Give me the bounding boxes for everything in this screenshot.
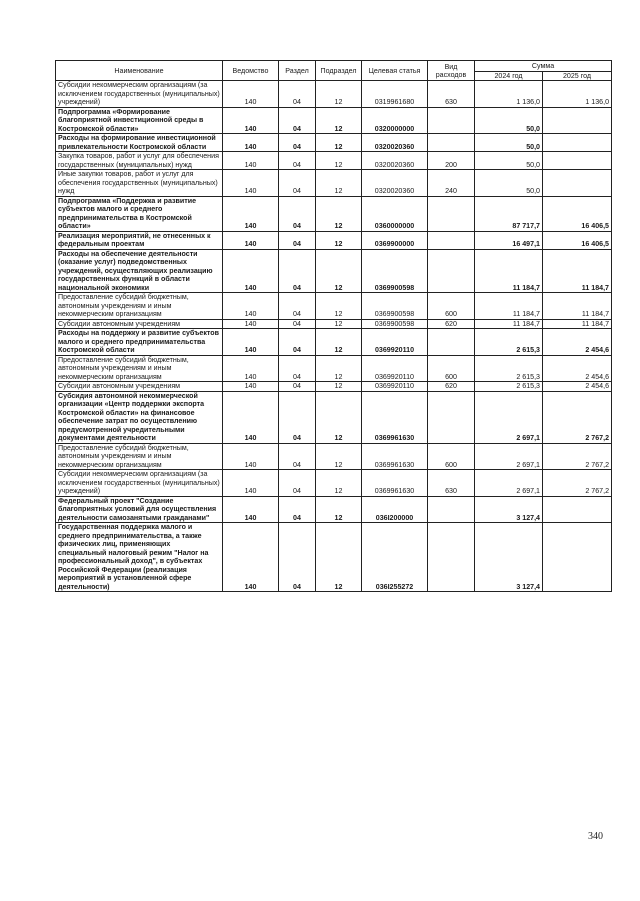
cell-sum-2025 bbox=[543, 134, 612, 152]
cell-podrazdel: 12 bbox=[316, 231, 362, 249]
table-row bbox=[56, 152, 612, 170]
header-razdel: Раздел bbox=[279, 61, 316, 81]
table-row bbox=[56, 523, 612, 592]
cell-sum-2024: 2 697,1 bbox=[475, 470, 543, 497]
cell-target-article: 036I255272 bbox=[362, 523, 428, 592]
cell-expense-type: 240 bbox=[428, 170, 475, 197]
cell-expense-type: 200 bbox=[428, 152, 475, 170]
cell-name: Субсидии некоммерческим организациям (за исключением государственных (муниципальных) учреждений) bbox=[56, 470, 223, 497]
cell-name: Реализация мероприятий, не отнесенных к федеральным проектам bbox=[56, 231, 223, 249]
cell-target-article: 0360000000 bbox=[362, 196, 428, 231]
cell-expense-type bbox=[428, 391, 475, 443]
cell-razdel: 04 bbox=[279, 391, 316, 443]
table-row bbox=[56, 470, 612, 497]
cell-sum-2025 bbox=[543, 496, 612, 523]
cell-target-article: 0320000000 bbox=[362, 107, 428, 134]
table-row bbox=[56, 355, 612, 382]
cell-target-article: 0369920110 bbox=[362, 382, 428, 392]
cell-razdel: 04 bbox=[279, 170, 316, 197]
table-row bbox=[56, 81, 612, 108]
cell-name: Подпрограмма «Поддержка и развитие субъектов малого и среднего предпринимательства в Костромской области» bbox=[56, 196, 223, 231]
cell-sum-2024: 87 717,7 bbox=[475, 196, 543, 231]
cell-vedomstvo: 140 bbox=[223, 470, 279, 497]
table-row bbox=[56, 170, 612, 197]
cell-sum-2025 bbox=[543, 152, 612, 170]
table-row bbox=[56, 443, 612, 470]
cell-vedomstvo: 140 bbox=[223, 134, 279, 152]
cell-sum-2024: 3 127,4 bbox=[475, 523, 543, 592]
cell-vedomstvo: 140 bbox=[223, 293, 279, 320]
cell-expense-type: 600 bbox=[428, 293, 475, 320]
cell-sum-2024: 50,0 bbox=[475, 107, 543, 134]
cell-name: Иные закупки товаров, работ и услуг для обеспечения государственных (муниципальных) нужд bbox=[56, 170, 223, 197]
cell-vedomstvo: 140 bbox=[223, 523, 279, 592]
cell-name: Закупка товаров, работ и услуг для обеспечения государственных (муниципальных) нужд bbox=[56, 152, 223, 170]
cell-target-article: 0320020360 bbox=[362, 152, 428, 170]
cell-podrazdel: 12 bbox=[316, 249, 362, 293]
cell-vedomstvo: 140 bbox=[223, 81, 279, 108]
table-row bbox=[56, 134, 612, 152]
table-row bbox=[56, 382, 612, 392]
cell-vedomstvo: 140 bbox=[223, 391, 279, 443]
cell-sum-2024: 2 615,3 bbox=[475, 355, 543, 382]
cell-vedomstvo: 140 bbox=[223, 196, 279, 231]
cell-podrazdel: 12 bbox=[316, 107, 362, 134]
cell-razdel: 04 bbox=[279, 293, 316, 320]
cell-razdel: 04 bbox=[279, 249, 316, 293]
cell-vedomstvo: 140 bbox=[223, 107, 279, 134]
table-header-row bbox=[56, 61, 612, 72]
cell-target-article: 0319961680 bbox=[362, 81, 428, 108]
cell-name: Субсидии автономным учреждениям bbox=[56, 319, 223, 329]
cell-sum-2024: 50,0 bbox=[475, 134, 543, 152]
cell-name: Федеральный проект "Создание благоприятных условий для осуществления деятельности самозанятыми гражданами" bbox=[56, 496, 223, 523]
cell-expense-type bbox=[428, 196, 475, 231]
cell-target-article: 0369900598 bbox=[362, 249, 428, 293]
cell-podrazdel: 12 bbox=[316, 170, 362, 197]
cell-sum-2025: 11 184,7 bbox=[543, 249, 612, 293]
cell-name: Расходы на обеспечение деятельности (оказание услуг) подведомственных учреждений, осуществляющих реализацию государственных функций в области национальной экономики bbox=[56, 249, 223, 293]
cell-sum-2024: 11 184,7 bbox=[475, 293, 543, 320]
cell-podrazdel: 12 bbox=[316, 196, 362, 231]
cell-razdel: 04 bbox=[279, 152, 316, 170]
cell-expense-type bbox=[428, 523, 475, 592]
cell-podrazdel: 12 bbox=[316, 391, 362, 443]
cell-sum-2024: 3 127,4 bbox=[475, 496, 543, 523]
cell-podrazdel: 12 bbox=[316, 496, 362, 523]
cell-podrazdel: 12 bbox=[316, 134, 362, 152]
table-row bbox=[56, 293, 612, 320]
cell-sum-2025: 16 406,5 bbox=[543, 196, 612, 231]
header-year-2025: 2025 год bbox=[543, 72, 612, 81]
cell-target-article: 0369900598 bbox=[362, 293, 428, 320]
cell-vedomstvo: 140 bbox=[223, 496, 279, 523]
header-vedomstvo: Ведомство bbox=[223, 61, 279, 81]
cell-name: Предоставление субсидий бюджетным, автономным учреждениям и иным некоммерческим организациям bbox=[56, 443, 223, 470]
header-sum: Сумма bbox=[475, 61, 612, 72]
header-name: Наименование bbox=[56, 61, 223, 81]
table-row bbox=[56, 319, 612, 329]
cell-podrazdel: 12 bbox=[316, 81, 362, 108]
cell-name: Предоставление субсидий бюджетным, автономным учреждениям и иным некоммерческим организациям bbox=[56, 355, 223, 382]
cell-sum-2024: 2 615,3 bbox=[475, 329, 543, 356]
cell-sum-2025: 2 767,2 bbox=[543, 443, 612, 470]
cell-expense-type bbox=[428, 496, 475, 523]
cell-razdel: 04 bbox=[279, 231, 316, 249]
cell-sum-2024: 16 497,1 bbox=[475, 231, 543, 249]
table-row bbox=[56, 231, 612, 249]
cell-sum-2025: 2 454,6 bbox=[543, 355, 612, 382]
cell-sum-2024: 11 184,7 bbox=[475, 319, 543, 329]
cell-podrazdel: 12 bbox=[316, 443, 362, 470]
cell-sum-2025: 2 454,6 bbox=[543, 329, 612, 356]
cell-name: Предоставление субсидий бюджетным, автономным учреждениям и иным некоммерческим организациям bbox=[56, 293, 223, 320]
cell-target-article: 0369961630 bbox=[362, 470, 428, 497]
cell-podrazdel: 12 bbox=[316, 355, 362, 382]
cell-sum-2025: 11 184,7 bbox=[543, 319, 612, 329]
cell-target-article: 036I200000 bbox=[362, 496, 428, 523]
cell-expense-type: 630 bbox=[428, 470, 475, 497]
cell-expense-type: 620 bbox=[428, 319, 475, 329]
cell-target-article: 0369920110 bbox=[362, 355, 428, 382]
cell-podrazdel: 12 bbox=[316, 293, 362, 320]
cell-expense-type: 630 bbox=[428, 81, 475, 108]
cell-sum-2025 bbox=[543, 523, 612, 592]
table-row bbox=[56, 249, 612, 293]
cell-target-article: 0369900000 bbox=[362, 231, 428, 249]
cell-sum-2024: 2 615,3 bbox=[475, 382, 543, 392]
cell-sum-2025 bbox=[543, 107, 612, 134]
cell-sum-2025: 1 136,0 bbox=[543, 81, 612, 108]
cell-razdel: 04 bbox=[279, 107, 316, 134]
cell-sum-2024: 50,0 bbox=[475, 152, 543, 170]
cell-razdel: 04 bbox=[279, 443, 316, 470]
cell-podrazdel: 12 bbox=[316, 523, 362, 592]
cell-name: Государственная поддержка малого и среднего предпринимательства, а также физических лиц, применяющих специальный налоговый режим "Налог на профессиональный доход", в субъектах Российской Федерации (реализация мероприятий в установленной сфере деятельности) bbox=[56, 523, 223, 592]
cell-name: Расходы на формирование инвестиционной привлекательности Костромской области bbox=[56, 134, 223, 152]
cell-expense-type bbox=[428, 107, 475, 134]
cell-podrazdel: 12 bbox=[316, 319, 362, 329]
cell-sum-2025 bbox=[543, 170, 612, 197]
table-row bbox=[56, 391, 612, 443]
cell-podrazdel: 12 bbox=[316, 329, 362, 356]
cell-name: Подпрограмма «Формирование благоприятной инвестиционной среды в Костромской области» bbox=[56, 107, 223, 134]
cell-sum-2025: 16 406,5 bbox=[543, 231, 612, 249]
cell-razdel: 04 bbox=[279, 329, 316, 356]
cell-razdel: 04 bbox=[279, 319, 316, 329]
cell-vedomstvo: 140 bbox=[223, 231, 279, 249]
cell-podrazdel: 12 bbox=[316, 152, 362, 170]
cell-sum-2024: 2 697,1 bbox=[475, 391, 543, 443]
cell-expense-type: 600 bbox=[428, 355, 475, 382]
cell-name: Расходы на поддержку и развитие субъектов малого и среднего предпринимательства Костромской области bbox=[56, 329, 223, 356]
header-expense-type: Вид расходов bbox=[428, 61, 475, 81]
cell-vedomstvo: 140 bbox=[223, 443, 279, 470]
cell-target-article: 0369920110 bbox=[362, 329, 428, 356]
table-body bbox=[56, 81, 612, 592]
cell-sum-2025: 11 184,7 bbox=[543, 293, 612, 320]
table-row bbox=[56, 329, 612, 356]
cell-expense-type bbox=[428, 249, 475, 293]
cell-vedomstvo: 140 bbox=[223, 170, 279, 197]
cell-sum-2024: 2 697,1 bbox=[475, 443, 543, 470]
cell-razdel: 04 bbox=[279, 470, 316, 497]
cell-sum-2025: 2 454,6 bbox=[543, 382, 612, 392]
cell-vedomstvo: 140 bbox=[223, 329, 279, 356]
cell-vedomstvo: 140 bbox=[223, 152, 279, 170]
cell-sum-2024: 11 184,7 bbox=[475, 249, 543, 293]
cell-name: Субсидии автономным учреждениям bbox=[56, 382, 223, 392]
cell-name: Субсидии некоммерческим организациям (за исключением государственных (муниципальных) учреждений) bbox=[56, 81, 223, 108]
cell-name: Субсидия автономной некоммерческой организации «Центр поддержки экспорта Костромской области» на финансовое обеспечение затрат по осуществлению предусмотренной учредительными документами деятельности bbox=[56, 391, 223, 443]
table-row bbox=[56, 107, 612, 134]
cell-sum-2025: 2 767,2 bbox=[543, 391, 612, 443]
cell-target-article: 0369961630 bbox=[362, 443, 428, 470]
cell-podrazdel: 12 bbox=[316, 470, 362, 497]
cell-target-article: 0369900598 bbox=[362, 319, 428, 329]
cell-vedomstvo: 140 bbox=[223, 355, 279, 382]
table-row bbox=[56, 496, 612, 523]
cell-vedomstvo: 140 bbox=[223, 319, 279, 329]
cell-podrazdel: 12 bbox=[316, 382, 362, 392]
cell-vedomstvo: 140 bbox=[223, 382, 279, 392]
table-row bbox=[56, 196, 612, 231]
cell-sum-2024: 1 136,0 bbox=[475, 81, 543, 108]
cell-expense-type bbox=[428, 231, 475, 249]
cell-razdel: 04 bbox=[279, 382, 316, 392]
cell-sum-2025: 2 767,2 bbox=[543, 470, 612, 497]
cell-target-article: 0320020360 bbox=[362, 134, 428, 152]
cell-razdel: 04 bbox=[279, 355, 316, 382]
cell-expense-type: 620 bbox=[428, 382, 475, 392]
cell-expense-type bbox=[428, 329, 475, 356]
header-podrazdel: Подраздел bbox=[316, 61, 362, 81]
cell-razdel: 04 bbox=[279, 496, 316, 523]
cell-target-article: 0369961630 bbox=[362, 391, 428, 443]
cell-target-article: 0320020360 bbox=[362, 170, 428, 197]
cell-vedomstvo: 140 bbox=[223, 249, 279, 293]
budget-table bbox=[55, 60, 612, 592]
header-year-2024: 2024 год bbox=[475, 72, 543, 81]
cell-sum-2024: 50,0 bbox=[475, 170, 543, 197]
cell-razdel: 04 bbox=[279, 196, 316, 231]
header-target-article: Целевая статья bbox=[362, 61, 428, 81]
cell-expense-type: 600 bbox=[428, 443, 475, 470]
cell-razdel: 04 bbox=[279, 134, 316, 152]
cell-expense-type bbox=[428, 134, 475, 152]
page-number: 340 bbox=[588, 831, 603, 842]
cell-razdel: 04 bbox=[279, 81, 316, 108]
cell-razdel: 04 bbox=[279, 523, 316, 592]
